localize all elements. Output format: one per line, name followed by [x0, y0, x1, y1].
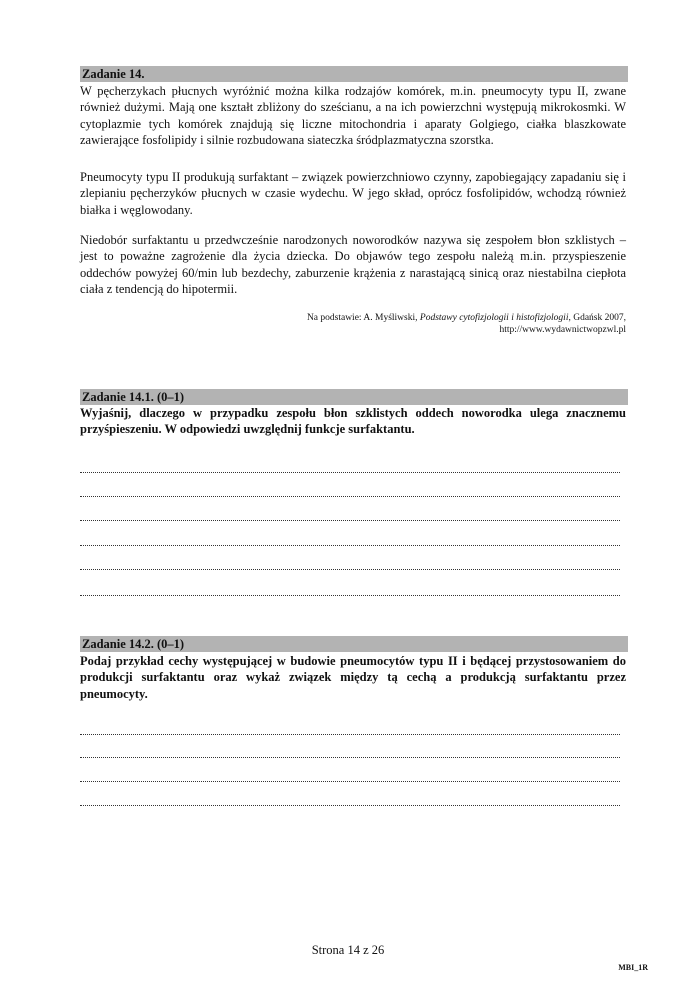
answer-line[interactable]: [80, 472, 620, 473]
exam-page: [80, 0, 626, 997]
source-book-title: Podstawy cytofizjologii i histofizjologii: [419, 313, 569, 323]
answer-line[interactable]: [80, 757, 620, 758]
task-14-2-header: [80, 636, 628, 652]
answer-line[interactable]: [80, 805, 620, 806]
task-14-paragraph-3: Niedobór surfaktantu u przedwcześnie narodzonych noworodków nazywa się zespołem błon szklistych – jest to poważne zagrożenie dla życia dziecka. Do objawów tego zespołu należą m.in. przyspieszenie oddechów powyżej 60/min lub bezdechy, zaburzenie krążenia z narastającą sinicą oraz niestabilna ciepłota ciała z tendencją do hipotermii.: [80, 233, 626, 297]
answer-line[interactable]: [80, 496, 620, 497]
task-14-paragraph-1: W pęcherzykach płucnych wyróżnić można kilka rodzajów komórek, m.in. pneumocyty typu II, zwane również dużymi. Mają one kształt zbliżony do sześcianu, a na ich powierzchni występują mikrokosmki. W cytoplazmie tych komórek znajdują się liczne mitochondria i aparaty Golgiego, ciałka blaszkowate zawierające fosfolipidy i silnie rozbudowana siateczka śródplazmatyczna szorstka.: [80, 84, 626, 148]
page-number: Strona 14 z 26: [311, 943, 385, 957]
exam-code: MBI_1R: [618, 963, 648, 972]
task-14-paragraph-2: Pneumocyty typu II produkują surfaktant – związek powierzchniowo czynny, zapobiegający zapadaniu się i zlepianiu pęcherzyków płucnych w czasie wydechu. W jego skład, oprócz fosfolipidów, wchodzą również białka i węglowodany.: [80, 170, 626, 217]
source-citation: [80, 312, 626, 336]
task-14-1-question: Wyjaśnij, dlaczego w przypadku zespołu błon szklistych oddech noworodka ulega znacznemu przyśpieszeniu. W odpowiedzi uwzględnij funkcje surfaktantu.: [80, 406, 626, 437]
task-14-2-title: Zadanie 14.2. (0–1): [82, 637, 185, 651]
answer-line[interactable]: [80, 545, 620, 546]
task-14-header: [80, 66, 628, 82]
answer-line[interactable]: [80, 595, 620, 596]
task-14-1-header: [80, 389, 628, 405]
answer-line[interactable]: [80, 781, 620, 782]
task-14-title: Zadanie 14.: [82, 67, 145, 81]
task-14-2-question: Podaj przykład cechy występującej w budowie pneumocytów typu II i będącej przystosowaniem do produkcji surfaktantu oraz wykaż związek między tą cechą a produkcją surfaktantu przez pneumocyty.: [80, 654, 626, 701]
source-url: http://www.wydawnictwopzwl.pl: [499, 325, 626, 335]
answer-line[interactable]: [80, 520, 620, 521]
source-suffix: , Gdańsk 2007,: [568, 313, 626, 323]
answer-line[interactable]: [80, 569, 620, 570]
source-prefix: Na podstawie: A. Myśliwski,: [306, 313, 420, 323]
task-14-1-title: Zadanie 14.1. (0–1): [82, 390, 185, 404]
answer-line[interactable]: [80, 734, 620, 735]
